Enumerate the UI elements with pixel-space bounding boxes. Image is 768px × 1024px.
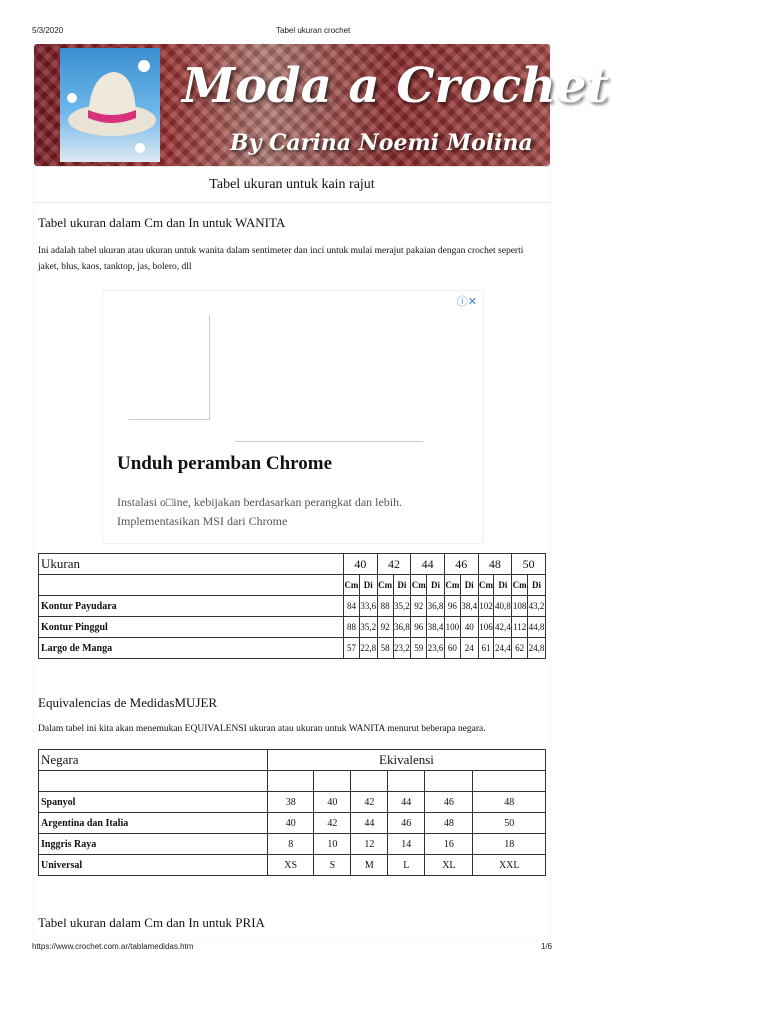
- table-cell: 88: [344, 617, 360, 638]
- table-cell: 36,8: [393, 617, 411, 638]
- site-banner: [34, 44, 609, 166]
- unit-header: Di: [494, 575, 512, 596]
- table-cell: 100: [444, 617, 460, 638]
- table-cell: 43,2: [528, 596, 546, 617]
- equivalence-table: [38, 749, 546, 876]
- equivalence-header: Ekivalensi: [268, 750, 546, 771]
- table-cell: 35,2: [393, 596, 411, 617]
- table-cell: 59: [411, 638, 427, 659]
- table-cell: 10: [314, 834, 351, 855]
- unit-header: Cm: [512, 575, 528, 596]
- table-row: [39, 792, 546, 813]
- table-cell: 44: [388, 792, 425, 813]
- table-cell: 36,8: [427, 596, 445, 617]
- unit-header: Cm: [411, 575, 427, 596]
- table-cell: 24,4: [494, 638, 512, 659]
- banner-title: Moda a Crochet: [182, 58, 609, 114]
- table-cell: 38,4: [460, 596, 478, 617]
- ad-image-placeholder: [129, 315, 210, 420]
- page-title: Tabel ukuran untuk kain rajut: [209, 177, 375, 192]
- table-cell: 46: [388, 813, 425, 834]
- empty-cell: [39, 575, 344, 596]
- row-label: Kontur Pinggul: [39, 617, 344, 638]
- table-cell: S: [314, 855, 351, 876]
- section-intro-women: Ini adalah tabel ukuran atau ukuran untuk wanita dalam sentimeter dan inci untuk mulai merajut pakaian dengan crochet seperti jaket, blus, kaos, tanktop, jas, bolero, dll: [38, 246, 524, 272]
- table-cell: 62: [512, 638, 528, 659]
- table-row: [39, 638, 546, 659]
- table-corner-label: Ukuran: [39, 554, 344, 575]
- table-cell: 42: [314, 813, 351, 834]
- table-cell: 48: [425, 813, 473, 834]
- unit-header: Cm: [344, 575, 360, 596]
- table-cell: 40: [460, 617, 478, 638]
- table-cell: 40,8: [494, 596, 512, 617]
- table-cell: 23,2: [393, 638, 411, 659]
- chrome-ad[interactable]: [102, 290, 484, 544]
- row-label: Spanyol: [39, 792, 268, 813]
- size-header: 46: [444, 554, 478, 575]
- row-label: Kontur Payudara: [39, 596, 344, 617]
- table-row: [39, 596, 546, 617]
- empty-cell: [39, 771, 268, 792]
- unit-header: Di: [393, 575, 411, 596]
- table-cell: 38: [268, 792, 314, 813]
- unit-header: Cm: [377, 575, 393, 596]
- table-cell: 48: [473, 792, 546, 813]
- table-cell: 58: [377, 638, 393, 659]
- print-url: https://www.crochet.com.ar/tablamedidas.htm: [32, 942, 194, 951]
- table-cell: 22,8: [359, 638, 377, 659]
- table-cell: L: [388, 855, 425, 876]
- empty-cell: [473, 771, 546, 792]
- table-cell: 112: [512, 617, 528, 638]
- empty-cell: [314, 771, 351, 792]
- table-cell: 8: [268, 834, 314, 855]
- table-cell: 44,8: [528, 617, 546, 638]
- print-title: Tabel ukuran crochet: [276, 26, 351, 35]
- banner-hat-image: [60, 48, 160, 162]
- table-cell: 102: [478, 596, 494, 617]
- row-label: Largo de Manga: [39, 638, 344, 659]
- size-header: 44: [411, 554, 445, 575]
- table-cell: 44: [351, 813, 388, 834]
- table-cell: 96: [411, 617, 427, 638]
- table-cell: 84: [344, 596, 360, 617]
- table-cell: 33,6: [359, 596, 377, 617]
- table-cell: 60: [444, 638, 460, 659]
- table-cell: 108: [512, 596, 528, 617]
- table-cell: 12: [351, 834, 388, 855]
- table-cell: 23,6: [427, 638, 445, 659]
- row-label: Universal: [39, 855, 268, 876]
- table-cell: 18: [473, 834, 546, 855]
- unit-header: Di: [528, 575, 546, 596]
- section-heading-men: Tabel ukuran dalam Cm dan In untuk PRIA: [38, 915, 265, 930]
- table-cell: XL: [425, 855, 473, 876]
- table-cell: 42: [351, 792, 388, 813]
- unit-header: Cm: [478, 575, 494, 596]
- table-cell: 16: [425, 834, 473, 855]
- table-cell: 92: [411, 596, 427, 617]
- size-table-women: [38, 553, 546, 659]
- unit-header: Di: [427, 575, 445, 596]
- size-header: 48: [478, 554, 512, 575]
- ad-text: Instalasi o□ine, kebijakan berdasarkan perangkat dan lebih. Implementasikan MSI dari Chrome: [117, 495, 403, 528]
- ad-image-placeholder: [235, 315, 423, 442]
- row-label: Inggris Raya: [39, 834, 268, 855]
- ad-title[interactable]: Unduh peramban Chrome: [117, 453, 333, 474]
- table-row: [39, 834, 546, 855]
- table-cell: 46: [425, 792, 473, 813]
- table-cell: 40: [268, 813, 314, 834]
- unit-header: Di: [460, 575, 478, 596]
- row-label: Argentina dan Italia: [39, 813, 268, 834]
- empty-cell: [425, 771, 473, 792]
- table-cell: XS: [268, 855, 314, 876]
- empty-cell: [388, 771, 425, 792]
- banner-subtitle: By Carina Noemi Molina: [230, 130, 533, 156]
- print-page-number: 1/6: [541, 942, 553, 951]
- section-heading-women: Tabel ukuran dalam Cm dan In untuk WANITA: [38, 215, 286, 230]
- table-row: [39, 813, 546, 834]
- unit-header: Di: [359, 575, 377, 596]
- section-intro-equivalences: Dalam tabel ini kita akan menemukan EQUIVALENSI ukuran atau ukuran untuk WANITA menurut beberapa negara.: [38, 724, 486, 734]
- print-date: 5/3/2020: [32, 26, 64, 35]
- ad-info-close-icon[interactable]: ⓘ✕: [456, 295, 477, 308]
- table-cell: 96: [444, 596, 460, 617]
- table-cell: 57: [344, 638, 360, 659]
- section-heading-equivalences: Equivalencias de MedidasMUJER: [38, 695, 218, 710]
- table-cell: M: [351, 855, 388, 876]
- table-cell: 40: [314, 792, 351, 813]
- empty-cell: [268, 771, 314, 792]
- table-cell: 14: [388, 834, 425, 855]
- table-cell: 38,4: [427, 617, 445, 638]
- table-cell: 24,8: [528, 638, 546, 659]
- table-row: [39, 617, 546, 638]
- table-cell: XXL: [473, 855, 546, 876]
- unit-header: Cm: [444, 575, 460, 596]
- table-cell: 24: [460, 638, 478, 659]
- size-header: 40: [344, 554, 378, 575]
- size-header: 42: [377, 554, 411, 575]
- divider: [34, 202, 550, 203]
- table-cell: 88: [377, 596, 393, 617]
- table-cell: 50: [473, 813, 546, 834]
- size-header: 50: [512, 554, 546, 575]
- divider: [34, 166, 550, 167]
- table-cell: 106: [478, 617, 494, 638]
- table-row: [39, 855, 546, 876]
- table-cell: 35,2: [359, 617, 377, 638]
- document-page: [34, 42, 609, 940]
- empty-cell: [351, 771, 388, 792]
- table-corner-label: Negara: [39, 750, 268, 771]
- table-cell: 92: [377, 617, 393, 638]
- table-cell: 42,4: [494, 617, 512, 638]
- table-cell: 61: [478, 638, 494, 659]
